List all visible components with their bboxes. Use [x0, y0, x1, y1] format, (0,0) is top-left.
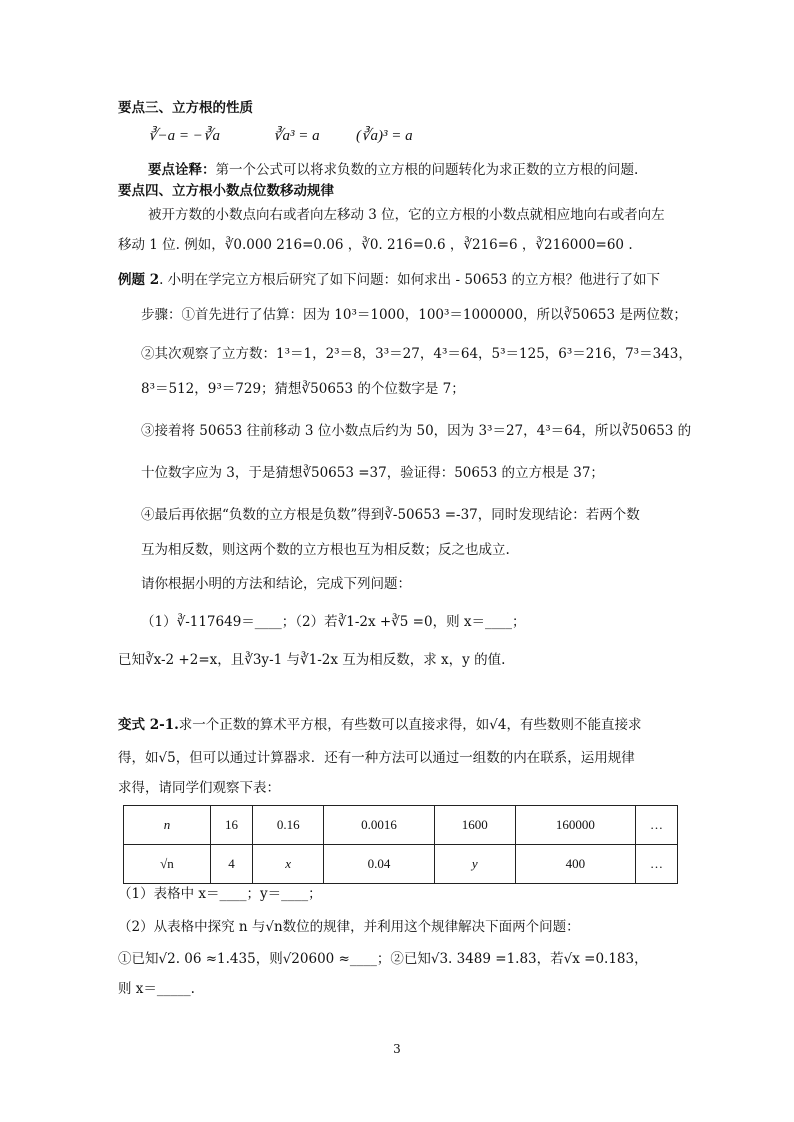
example2-line-4: 8³＝512，9³＝729；猜想∛50653 的个位数字是 7； [141, 381, 465, 397]
rule-line-2: 移动 1 位. 例如，∛0.000 216=0.06 ，∛0. 216=0.6 ，∛216=6 ，∛216000=60 . [118, 237, 633, 253]
variant-intro [118, 716, 642, 734]
table-cell: 0.0016 [324, 806, 434, 845]
note-text: 第一个公式可以将求负数的立方根的问题转化为求正数的立方根的问题. [215, 162, 639, 178]
table-cell: 4 [211, 845, 253, 884]
example2-line-8: 互为相反数，则这两个数的立方根也互为相反数；反之也成立. [141, 542, 510, 558]
example2-line-2: 步骤：①首先进行了估算：因为 10³＝1000，100³＝1000000，所以∛50653 是两位数； [141, 307, 687, 323]
variant-line-2: 得，如√5，但可以通过计算器求．还有一种方法可以通过一组数的内在联系，运用规律 [118, 750, 635, 766]
table-cell: 400 [515, 845, 635, 884]
example2-label: 例题 2 [118, 272, 160, 288]
table-cell: n [124, 806, 211, 845]
variant-question-1: （1）表格中 x＝____；y＝____； [118, 886, 322, 902]
example2-intro [118, 271, 660, 289]
example2-line-3: ②其次观察了立方数：1³＝1，2³＝8，3³＝27，4³＝64，5³＝125，6³＝216，7³＝343， [141, 346, 692, 362]
example2-question-1: （1）∛-117649＝____；（2）若∛1-2x +∛5 =0，则 x＝____； [141, 614, 526, 630]
example2-line-9: 请你根据小明的方法和结论，完成下列问题： [141, 576, 411, 592]
formula-negative-cube-root: ∛−a = −∛a [148, 128, 220, 144]
table-cell: y [434, 845, 515, 884]
rule-line-1: 被开方数的小数点向右或者向左移动 3 位，它的立方根的小数点就相应地向右或者向左 [148, 207, 665, 223]
table-cell: x [253, 845, 324, 884]
table-cell: … [635, 806, 677, 845]
table-cell: 1600 [434, 806, 515, 845]
table-row [124, 845, 678, 884]
section4-title: 要点四、立方根小数点位数移动规律 [118, 183, 334, 199]
variant-question-4: 则 x＝_____. [118, 981, 195, 997]
example2-line-7: ④最后再依据“负数的立方根是负数”得到∛-50653 =-37，同时发现结论：若两个数 [141, 507, 640, 523]
table-cell: 0.16 [253, 806, 324, 845]
variant-question-3: ①已知√2. 06 ≈1.435，则√20600 ≈____；②已知√3. 3489 =1.83，若√x =0.183， [118, 951, 648, 967]
example2-line-1: . 小明在学完立方根后研究了如下问题：如何求出 - 50653 的立方根？他进行了如下 [159, 272, 661, 288]
table-cell: 160000 [515, 806, 635, 845]
table-cell: 0.04 [324, 845, 434, 884]
table-cell: 16 [211, 806, 253, 845]
section3-title: 要点三、立方根的性质 [118, 100, 253, 116]
variant-line-3: 求得，请同学们观察下表： [118, 780, 280, 796]
example2-question-2: 已知∛x-2 +2=x，且∛3y-1 与∛1-2x 互为相反数，求 x，y 的值. [118, 652, 506, 668]
example2-line-6: 十位数字应为 3，于是猜想∛50653 =37，验证得：50653 的立方根是 37； [141, 465, 604, 481]
page-number: 3 [393, 1042, 401, 1056]
data-table [123, 805, 678, 884]
table-cell: … [635, 845, 677, 884]
table-row [124, 806, 678, 845]
note-paragraph [148, 161, 638, 179]
note-label: 要点诠释： [148, 162, 216, 178]
formula-cube-root-of-cube: ∛a³ = a [273, 128, 320, 144]
example2-line-5: ③接着将 50653 往前移动 3 位小数点后约为 50，因为 3³＝27，4³＝64，所以∛50653 的 [141, 423, 692, 439]
variant-line-1: 求一个正数的算术平方根，有些数可以直接求得，如√4，有些数则不能直接求 [178, 717, 642, 733]
variant-label: 变式 2-1. [118, 717, 179, 733]
formula-cube-of-cube-root: (∛a)³ = a [356, 128, 413, 144]
table-cell: √n [124, 845, 211, 884]
variant-question-2: （2）从表格中探究 n 与√n数位的规律，并利用这个规律解决下面两个问题： [118, 919, 580, 935]
